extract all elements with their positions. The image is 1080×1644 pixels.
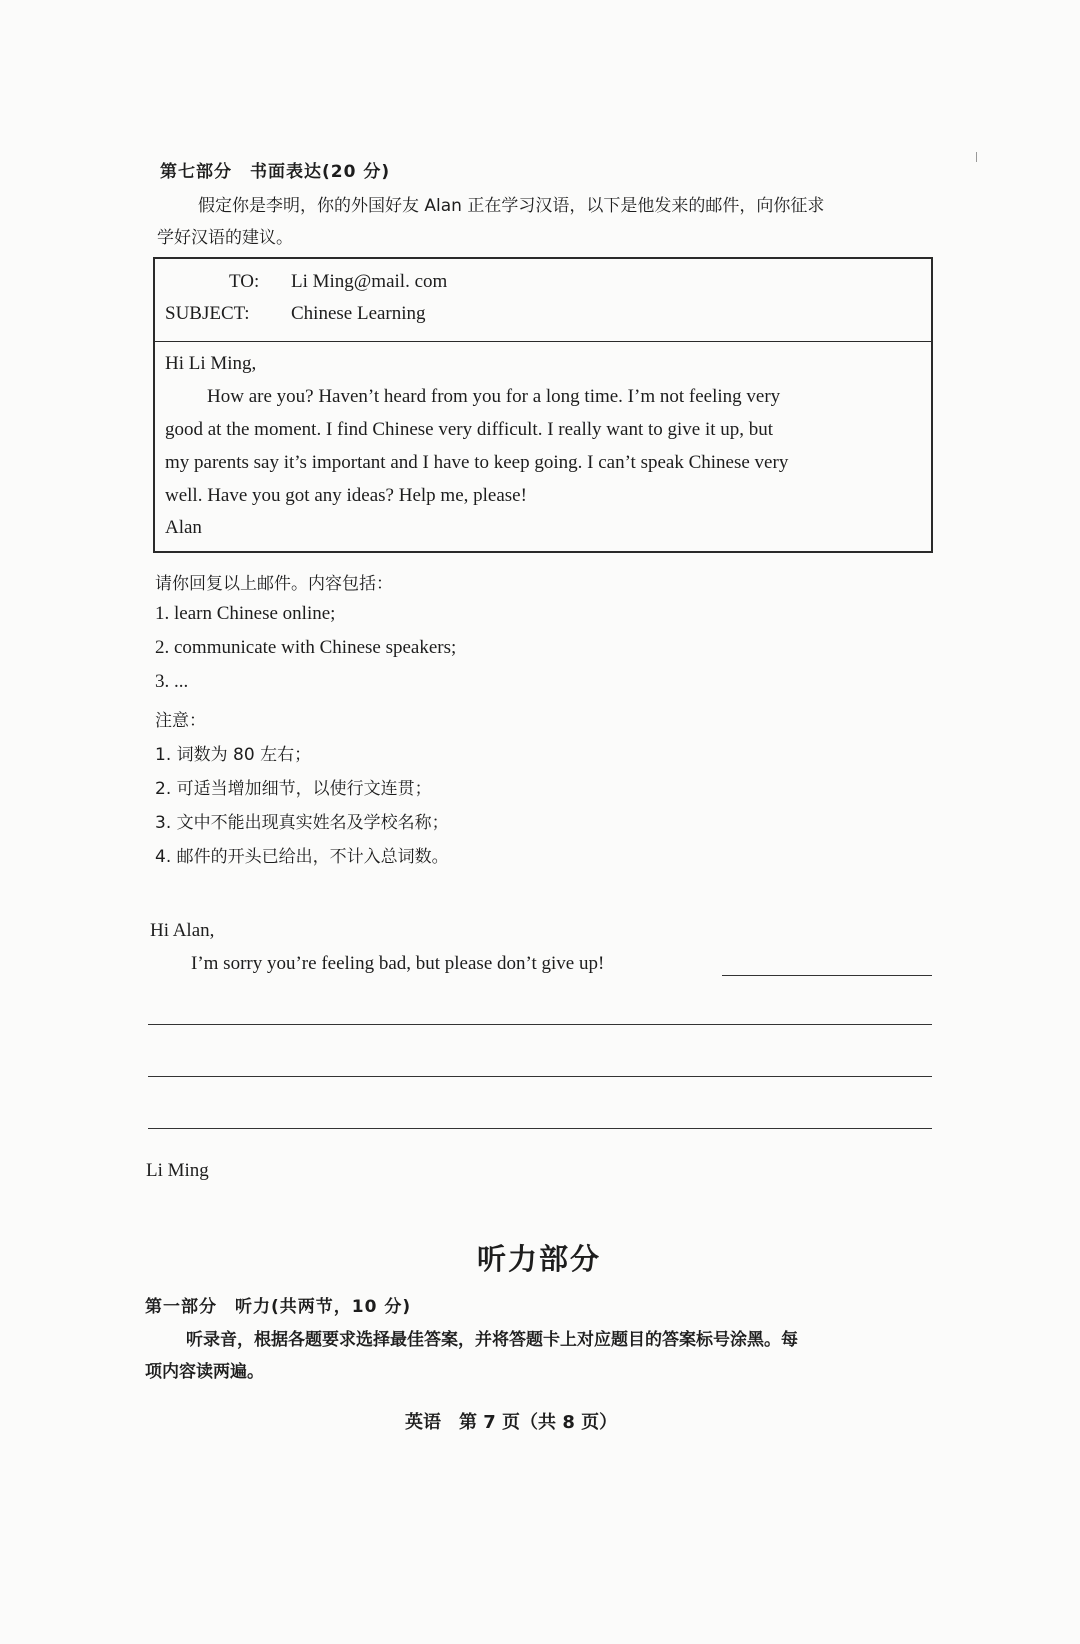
content-point-3: 3. ... xyxy=(155,671,189,692)
email-greeting: Hi Li Ming, xyxy=(165,353,257,374)
prompt-line-1: 假定你是李明，你的外国好友 Alan 正在学习汉语，以下是他发来的邮件，向你征求 xyxy=(198,196,825,216)
notes-title: 注意： xyxy=(155,711,206,731)
email-to-value: Li Ming@mail. com xyxy=(291,271,448,292)
email-sign: Alan xyxy=(165,517,202,538)
email-subject-value: Chinese Learning xyxy=(291,303,426,324)
email-body-line-1: How are you? Haven’t heard from you for a long time. I’m not feeling very xyxy=(207,386,781,407)
answer-line-3[interactable] xyxy=(148,1076,932,1077)
email-body-line-4: well. Have you got any ideas? Help me, please! xyxy=(165,485,527,506)
listening-part-title: 第一部分 听力(共两节，10 分) xyxy=(145,1297,412,1317)
note-2: 2. 可适当增加细节，以使行文连贯； xyxy=(155,779,432,799)
email-box xyxy=(153,257,933,553)
email-body-line-2: good at the moment. I find Chinese very difficult. I really want to give it up, but xyxy=(165,419,774,440)
answer-first-line: I’m sorry you’re feeling bad, but please don’t give up! xyxy=(191,953,605,974)
answer-sign: Li Ming xyxy=(146,1160,209,1181)
note-1: 1. 词数为 80 左右； xyxy=(155,745,312,765)
page-footer: 英语 第 7 页（共 8 页） xyxy=(405,1412,618,1433)
answer-line-4[interactable] xyxy=(148,1128,932,1129)
listening-instruction-line-2: 项内容读两遍。 xyxy=(145,1362,264,1382)
section-title: 第七部分 书面表达(20 分) xyxy=(160,162,391,182)
email-to-label: TO: xyxy=(229,271,260,292)
answer-line-2[interactable] xyxy=(148,1024,932,1025)
email-subject-label: SUBJECT: xyxy=(165,303,250,324)
answer-greeting: Hi Alan, xyxy=(150,920,215,941)
listening-instruction-line-1: 听录音，根据各题要求选择最佳答案，并将答题卡上对应题目的答案标号涂黑。每 xyxy=(186,1330,798,1350)
note-3: 3. 文中不能出现真实姓名及学校名称； xyxy=(155,813,449,833)
scan-mark xyxy=(976,152,977,162)
reply-intro: 请你回复以上邮件。内容包括： xyxy=(155,574,393,594)
email-header-divider xyxy=(155,341,931,342)
content-point-2: 2. communicate with Chinese speakers; xyxy=(155,637,457,658)
note-4: 4. 邮件的开头已给出，不计入总词数。 xyxy=(155,847,449,867)
prompt-line-2: 学好汉语的建议。 xyxy=(157,228,293,248)
email-body-line-3: my parents say it’s important and I have to keep going. I can’t speak Chinese very xyxy=(165,452,789,473)
listening-heading: 听力部分 xyxy=(477,1242,602,1276)
answer-line-1[interactable] xyxy=(722,975,932,976)
content-point-1: 1. learn Chinese online; xyxy=(155,603,336,624)
